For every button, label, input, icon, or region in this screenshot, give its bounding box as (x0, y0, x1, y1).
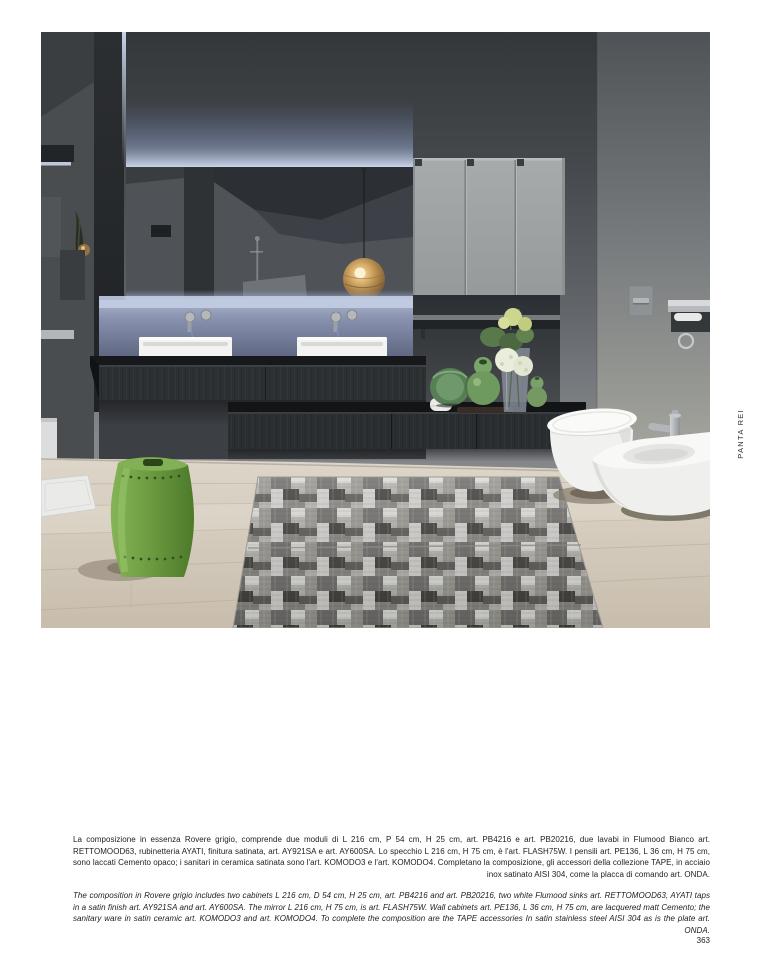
reflected-led-line (41, 162, 71, 166)
right-wall (597, 32, 710, 445)
hydrangea (513, 356, 533, 376)
reflected-sink (41, 330, 74, 339)
flush-plate (629, 286, 653, 316)
vanity-lower-module (228, 402, 586, 462)
reflected-beam (41, 145, 74, 162)
mirror (126, 167, 413, 302)
chrysanthemum (498, 317, 510, 329)
wall-cabinets (413, 158, 565, 295)
shower-tray (41, 475, 96, 517)
caption-english: The composition in Rovere grigio includes two cabinets L 216 cm, D 54 cm, H 25 cm, art. PB4216 and art. PB20216, two white Flumood sinks art. RETTOMOOD63, AYATI taps in a satin finish art. AY921SA and art. AY600SA. The mirror L 216 cm, H 75 cm, is art. FLASH75W. Wall cabinets art. PE136, L 36 cm, H 75 cm, are lacquered matt Cemento; the sanitary ware in satin ceramic art. KOMODO3 and art. KOMODO4. To complete the composition are the TAPE accessories In satin stainless steel AISI 304 as is the plate art. ONDA. (73, 891, 710, 936)
led-edge-glow (122, 32, 126, 167)
door-handle-notch (517, 159, 524, 166)
patterned-rug (233, 477, 603, 628)
led-glow-top (126, 100, 413, 168)
page-number: 363 (696, 936, 710, 945)
stool-handle-slot (143, 459, 163, 466)
wall-shelf (412, 315, 560, 320)
chrysanthemum (518, 317, 532, 331)
collection-spine-label: PANTA REI (736, 409, 745, 459)
towel (674, 313, 702, 321)
door-handle-notch (467, 159, 474, 166)
caption-italian: La composizione in essenza Rovere grigio, comprende due moduli di L 216 cm, P 54 cm, H 25 cm, art. PB4216 e art. PB20216, due lavabi in Flumood Bianco art. RETTOMOOD63, rubinetteria AYATI, finitura satinata, art. AY921SA e art. AY600SA. Lo specchio L 216 cm, H 75 cm, è l'art. FLASH75W. I pensili art. PE136, L 36 cm, H 75 cm, sono laccati Cemento opaco; i sanitari in ceramica satinata sono l'art. KOMODO3 e l'art. KOMODO4. Completano la composizione, gli accessori della collezione TAPE, in acciaio inox satinato AISI 304, come la placca di comando art. ONDA. (73, 835, 710, 880)
bathroom-photo (41, 32, 710, 628)
door-handle-notch (415, 159, 422, 166)
